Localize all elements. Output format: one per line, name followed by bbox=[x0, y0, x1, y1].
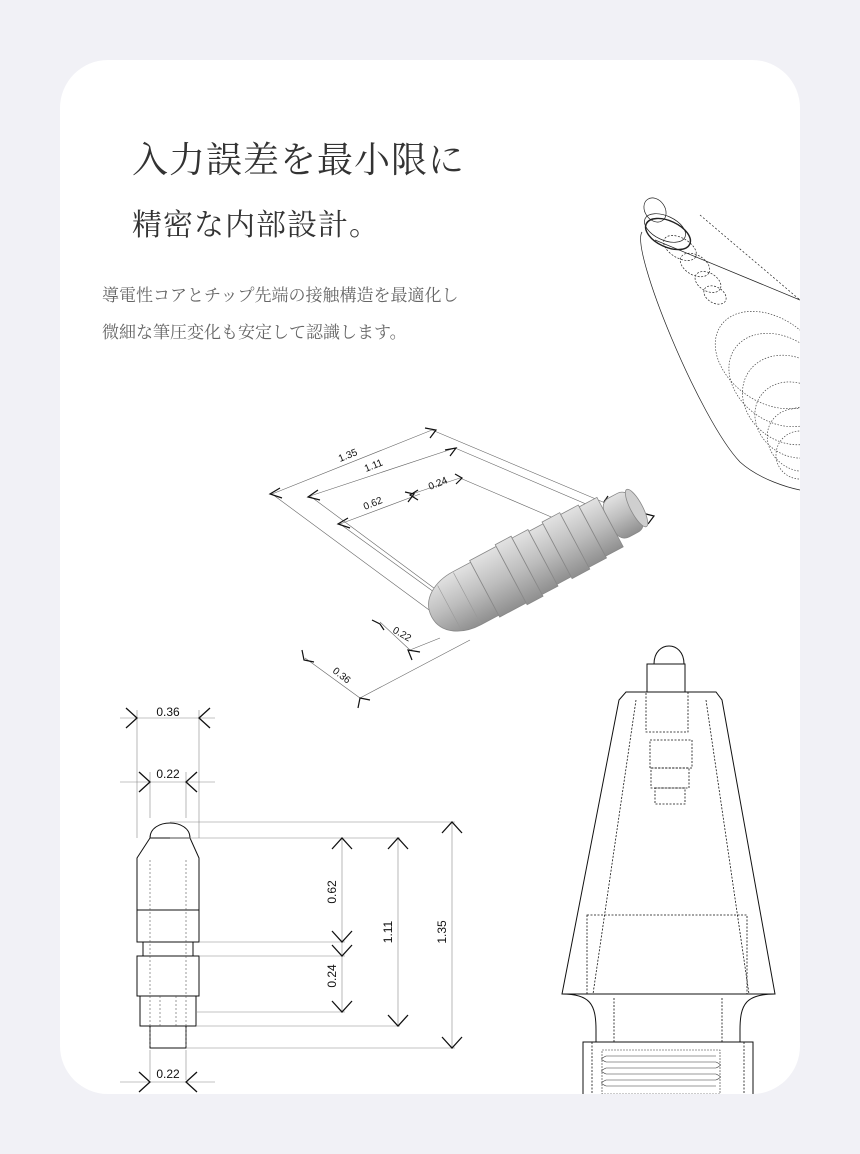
description-line2: 微細な筆圧変化も安定して認識します。 bbox=[102, 323, 407, 343]
isometric-tip-diagram bbox=[270, 428, 658, 708]
technical-drawings bbox=[60, 60, 800, 1094]
iso-dim-total: 1.35 bbox=[337, 447, 360, 465]
iso-dim-mid: 1.11 bbox=[363, 457, 385, 475]
iso-dim-groove: 0.24 bbox=[427, 475, 450, 493]
front-view-diagram bbox=[120, 705, 462, 1092]
tip-3d-render bbox=[416, 475, 658, 647]
front-dim-tip-width: 0.22 bbox=[156, 767, 180, 781]
front-dim-mid-length: 1.11 bbox=[381, 920, 395, 944]
content-card bbox=[60, 60, 800, 1094]
iso-dim-short: 0.62 bbox=[362, 495, 385, 513]
description-line1: 導電性コアとチップ先端の接触構造を最適化し bbox=[102, 286, 459, 306]
front-dim-top-width: 0.36 bbox=[156, 705, 180, 719]
front-dim-bottom-width: 0.22 bbox=[156, 1067, 180, 1081]
front-dim-tip-length: 0.62 bbox=[325, 880, 339, 904]
pencil-tip-wireframe-topright bbox=[639, 194, 800, 490]
headline-line1: 入力誤差を最小限に bbox=[132, 140, 466, 181]
iso-dim-front-small: 0.22 bbox=[390, 625, 413, 645]
pencil-cross-section-bottomright bbox=[562, 646, 775, 1094]
front-dim-groove-length: 0.24 bbox=[325, 964, 339, 988]
iso-dim-front-large: 0.36 bbox=[330, 665, 353, 687]
front-dim-total-length: 1.35 bbox=[435, 920, 449, 944]
headline-line2: 精密な内部設計。 bbox=[132, 208, 380, 243]
